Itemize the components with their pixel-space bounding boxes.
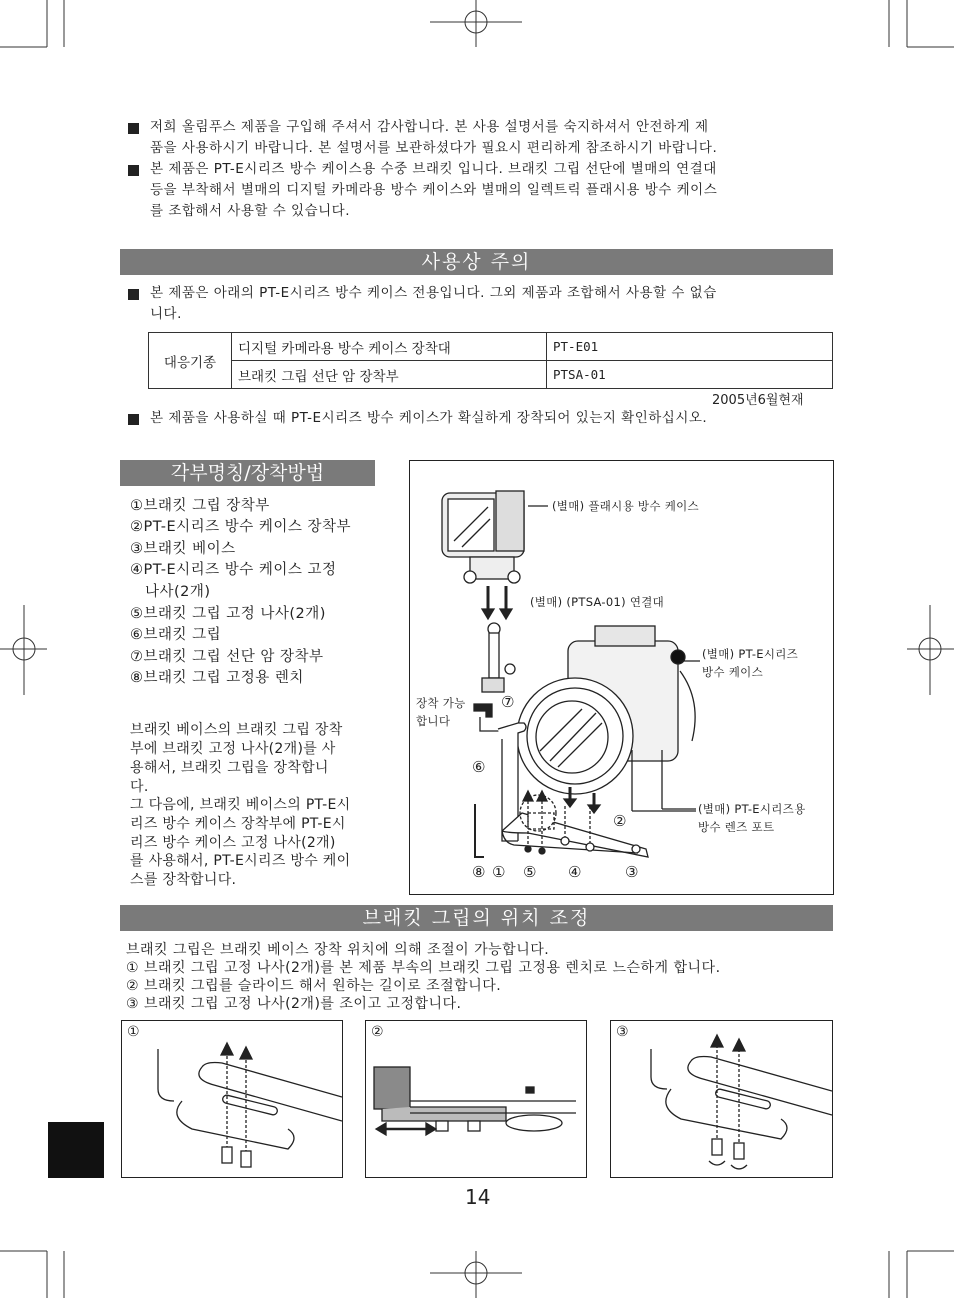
mounting-para: 브래킷 베이스의 브래킷 그립 장착 — [130, 722, 343, 738]
section-title-parts: 각부명칭/장착방법 — [120, 460, 375, 486]
part-item: ①브래킷 그립 장착부 — [130, 498, 270, 514]
table-header: 대응기종 — [149, 333, 232, 389]
intro-line: 본 제품은 PT-E시리즈 방수 케이스용 수중 브래킷 입니다. 브래킷 그립 선단에 별매의 연결대 — [150, 161, 717, 177]
intro-line: 등을 부착해서 별매의 디지털 카메라용 방수 케이스와 별매의 일렉트릭 플래시용 방수 케이스 — [150, 182, 718, 198]
caution-note: 본 제품을 사용하실 때 PT-E시리즈 방수 케이스가 확실하게 장착되어 있는지 확인하십시오. — [150, 410, 708, 426]
section-title-adjust: 브래킷 그립의 위치 조정 — [120, 905, 833, 931]
intro-line: 저희 올림푸스 제품을 구입해 주셔서 감사합니다. 본 사용 설명서를 숙지하셔서 안전하게 제 — [150, 119, 709, 135]
mounting-para: 를 사용해서, PT-E시리즈 방수 케이 — [130, 853, 351, 869]
part-number: ④ — [568, 863, 582, 881]
bullet-square — [128, 165, 139, 176]
mounting-para: 부에 브래킷 고정 나사(2개)를 사 — [130, 741, 336, 757]
step-1-illustration — [122, 1021, 342, 1177]
part-number: ⑤ — [523, 863, 537, 881]
part-item: ⑥브래킷 그립 — [130, 627, 222, 643]
page-number: 14 — [465, 1185, 491, 1209]
step-number: ③ — [616, 1024, 629, 1040]
part-number: ② — [613, 812, 627, 830]
part-item: ②PT-E시리즈 방수 케이스 장착부 — [130, 519, 352, 535]
label-mountable: 장착 가능 — [416, 696, 466, 710]
caution-note: 본 제품은 아래의 PT-E시리즈 방수 케이스 전용입니다. 그외 제품과 조합해서 사용할 수 없습 — [150, 285, 717, 301]
label-camera-case: 방수 케이스 — [702, 665, 763, 679]
intro-line: 를 조합해서 사용할 수 있습니다. — [150, 203, 350, 219]
step-3-figure — [610, 1020, 833, 1178]
part-number: ① — [492, 863, 506, 881]
label-connector: (별매) (PTSA-01) 연결대 — [530, 595, 665, 609]
label-camera-case: (별매) PT-E시리즈 — [702, 647, 799, 661]
part-item: ④PT-E시리즈 방수 케이스 고정 — [130, 562, 337, 578]
step-number: ① — [127, 1024, 140, 1040]
part-item: ③브래킷 베이스 — [130, 541, 236, 557]
label-lens-port: (별매) PT-E시리즈용 — [698, 802, 806, 816]
caution-note: 니다. — [150, 306, 182, 322]
intro-line: 품을 사용하시기 바랍니다. 본 설명서를 보관하셨다가 필요시 편리하게 참조하시기 바랍니다. — [150, 140, 718, 156]
part-number: ⑦ — [501, 693, 515, 711]
label-lens-port: 방수 렌즈 포트 — [698, 820, 775, 834]
part-item: ⑦브래킷 그립 선단 암 장착부 — [130, 649, 324, 665]
adjust-line: ① 브래킷 그립 고정 나사(2개)를 본 제품 부속의 브래킷 그립 고정용 렌치로 느슨하게 합니다. — [126, 960, 721, 976]
part-item: ⑧브래킷 그립 고정용 렌치 — [130, 670, 304, 686]
table-cell: 브래킷 그립 선단 암 장착부 — [232, 361, 547, 389]
compatible-models-table — [148, 332, 833, 389]
bullet-square — [128, 123, 139, 134]
chapter-tab — [48, 1122, 104, 1178]
mounting-para: 용해서, 브래킷 그립을 장착합니 — [130, 760, 329, 776]
adjust-line: 브래킷 그립은 브래킷 베이스 장착 위치에 의해 조절이 가능합니다. — [126, 942, 550, 958]
mounting-para: 리즈 방수 케이스 장착부에 PT-E시 — [130, 816, 346, 832]
mounting-para: 다. — [130, 779, 149, 795]
table-cell: 디지털 카메라용 방수 케이스 장착대 — [232, 333, 547, 361]
table-cell: PT-E01 — [547, 333, 833, 361]
step-3-illustration — [611, 1021, 832, 1177]
bullet-square — [128, 414, 139, 425]
step-2-illustration — [366, 1021, 586, 1177]
adjust-line: ③ 브래킷 그립 고정 나사(2개)를 조이고 고정합니다. — [126, 996, 462, 1012]
part-number: ⑧ — [472, 863, 486, 881]
adjust-line: ② 브래킷 그립를 슬라이드 해서 원하는 길이로 조절합니다. — [126, 978, 502, 994]
section-title-caution: 사용상 주의 — [120, 249, 833, 275]
label-flash-case: (별매) 플래시용 방수 케이스 — [552, 499, 699, 513]
table-cell: PTSA-01 — [547, 361, 833, 389]
step-2-figure — [365, 1020, 587, 1178]
assembly-diagram — [409, 460, 834, 895]
mounting-para: 스를 장착합니다. — [130, 872, 237, 888]
part-number: ⑥ — [472, 758, 486, 776]
date-note: 2005년6월현재 — [712, 393, 804, 408]
mounting-para: 그 다음에, 브래킷 베이스의 PT-E시 — [130, 797, 351, 813]
part-item: 나사(2개) — [145, 584, 211, 600]
step-number: ② — [371, 1024, 384, 1040]
mounting-para: 리즈 방수 케이스 고정 나사(2개) — [130, 835, 336, 851]
step-1-figure — [121, 1020, 343, 1178]
bullet-square — [128, 289, 139, 300]
part-number: ③ — [625, 863, 639, 881]
label-mountable: 합니다 — [416, 714, 451, 728]
part-item: ⑤브래킷 그립 고정 나사(2개) — [130, 606, 326, 622]
